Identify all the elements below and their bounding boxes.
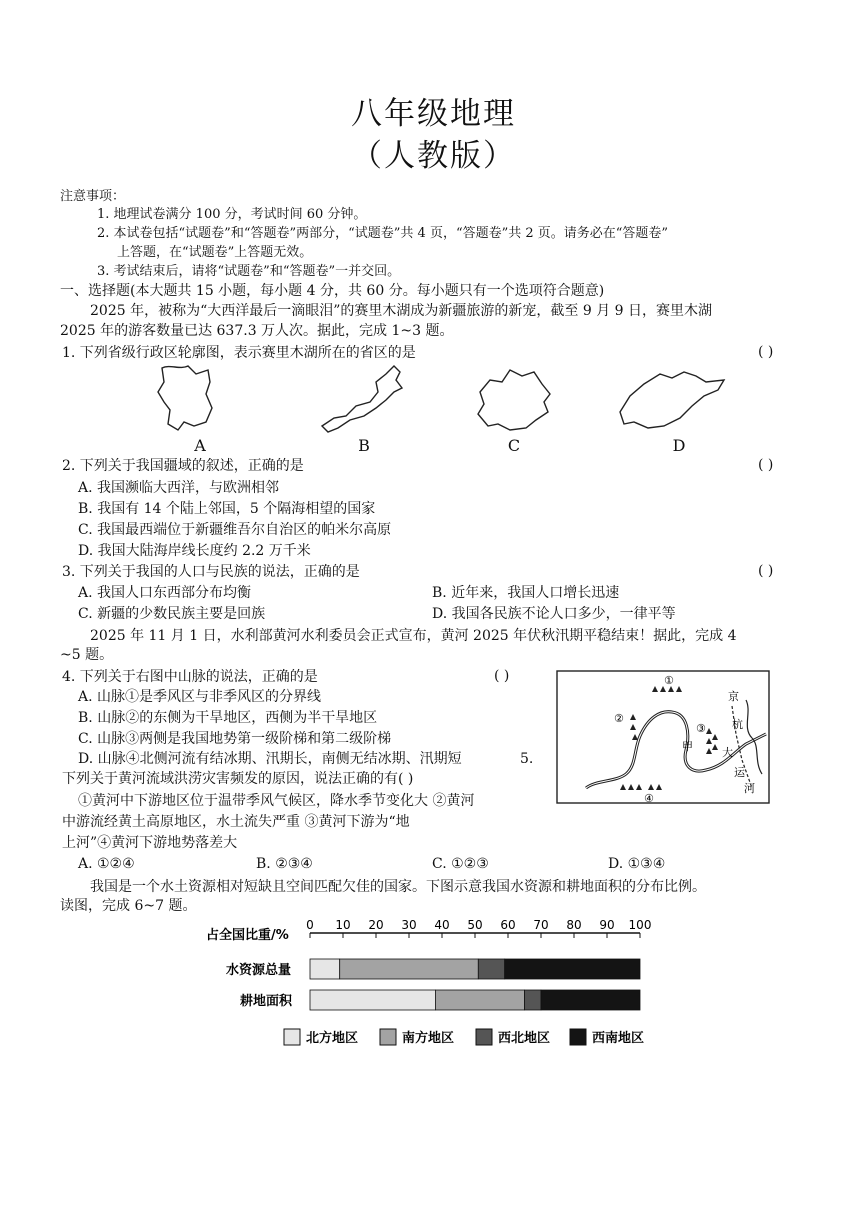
chart-tick-label: 70 — [533, 918, 549, 932]
chart-bar-segment — [525, 990, 542, 1010]
option-d: D. 山脉④北侧河流有结冰期、汛期长，南侧无结冰期、汛期短 — [78, 751, 462, 767]
chart-bar-segment — [310, 990, 435, 1010]
chart-bar-segment — [541, 990, 640, 1010]
map-label-4: ④ — [644, 792, 654, 804]
intro-text: 2025 年的游客数量已达 637.3 万人次。据此，完成 1~3 题。 — [60, 323, 454, 339]
intro-text: 读图，完成 6~7 题。 — [60, 898, 197, 914]
option-c: C. ①②③ — [432, 856, 489, 872]
notice-heading: 注意事项： — [60, 189, 126, 204]
question-5-number: 5. — [520, 751, 534, 767]
option-label-d: D — [672, 436, 686, 455]
statement-line: 中游流经黄土高原地区，水土流失严重 ③黄河下游为“地 — [62, 814, 410, 830]
chart-tick-label: 40 — [434, 918, 450, 932]
chart-legend-swatch — [284, 1029, 300, 1045]
chart-bar-segment — [505, 959, 640, 979]
chart-bar-segment — [340, 959, 479, 979]
chart-category-label: 耕地面积 — [240, 994, 293, 1009]
option-a: A. 我国人口东西部分布均衡 — [78, 585, 252, 601]
chart-legend-label: 西北地区 — [498, 1031, 551, 1046]
question-1-stem: 1. 下列省级行政区轮廓图，表示赛里木湖所在的省区的是 — [62, 345, 416, 361]
map-label-2: ② — [614, 712, 624, 725]
map-label-yun: 运 — [734, 766, 745, 779]
chart-tick-label: 20 — [368, 918, 384, 932]
province-outline-b — [322, 366, 402, 432]
option-c: C. 我国最西端位于新疆维吾尔自治区的帕米尔高原 — [78, 522, 392, 538]
page-title: 八年级地理 — [351, 96, 516, 132]
chart-legend-swatch — [570, 1029, 586, 1045]
option-c: C. 新疆的少数民族主要是回族 — [78, 606, 266, 622]
map-label-jia: 甲 — [682, 740, 693, 753]
chart-axis-label: 占全国比重/% — [206, 928, 289, 943]
notice-item: 2. 本试卷包括“试题卷”和“答题卷”两部分，“试题卷”共 4 页，“答题卷”共 2 页。请务必在“答题卷” — [97, 226, 669, 241]
question-2-stem: 2. 下列关于我国疆域的叙述，正确的是 — [62, 458, 304, 474]
chart-tick-label: 0 — [306, 918, 314, 932]
question-4-stem: 4. 下列关于右图中山脉的说法，正确的是 — [62, 669, 318, 685]
notice-item: 1. 地理试卷满分 100 分，考试时间 60 分钟。 — [97, 207, 367, 222]
chart-legend-swatch — [380, 1029, 396, 1045]
chart-bar-segment — [478, 959, 504, 979]
answer-paren: ( ) — [758, 344, 774, 360]
answer-paren: ( ) — [758, 457, 774, 473]
option-b: B. 我国有 14 个陆上邻国，5 个隔海相望的国家 — [78, 501, 376, 517]
question-5-stem: 下列关于黄河流域洪涝灾害频发的原因，说法正确的有( ) — [62, 771, 414, 787]
answer-paren: ( ) — [758, 563, 774, 579]
chart-tick-label: 50 — [467, 918, 483, 932]
province-outline-d — [620, 372, 724, 428]
yellow-river-map — [556, 670, 770, 804]
stacked-bar-chart — [200, 915, 670, 1055]
chart-bar-segment — [435, 990, 524, 1010]
chart-tick-label: 100 — [628, 918, 652, 932]
chart-legend-label: 南方地区 — [402, 1031, 455, 1046]
option-a: A. 山脉①是季风区与非季风区的分界线 — [78, 689, 322, 705]
province-outline-c — [478, 370, 550, 430]
option-a: A. 我国濒临大西洋，与欧洲相邻 — [78, 480, 280, 496]
section-heading: 一、选择题(本大题共 15 小题，每小题 4 分，共 60 分。每小题只有一个选项符合题意) — [60, 283, 605, 299]
option-label-a: A — [194, 436, 206, 455]
option-label-b: B — [358, 436, 370, 455]
map-label-da: 大 — [722, 746, 733, 759]
province-outlines — [150, 362, 740, 440]
statement-line: ①黄河中下游地区位于温带季风气候区，降水季节变化大 ②黄河 — [78, 793, 475, 809]
map-label-3: ③ — [696, 722, 706, 735]
page-subtitle: （人教版） — [351, 138, 516, 174]
answer-paren: ( ) — [494, 668, 510, 684]
option-d: D. ①③④ — [608, 856, 666, 872]
option-b: B. ②③④ — [256, 856, 313, 872]
chart-tick-label: 80 — [566, 918, 582, 932]
option-d: D. 我国大陆海岸线长度约 2.2 万千米 — [78, 543, 311, 559]
statement-line: 上河”④黄河下游地势落差大 — [62, 835, 238, 851]
map-label-1: ① — [664, 674, 674, 687]
intro-text: 2025 年，被称为“大西洋最后一滴眼泪”的赛里木湖成为新疆旅游的新宠，截至 9 月 9 日，赛里木湖 — [90, 303, 713, 319]
chart-tick-label: 10 — [335, 918, 351, 932]
option-c: C. 山脉③两侧是我国地势第一级阶梯和第二级阶梯 — [78, 731, 392, 747]
option-a: A. ①②④ — [78, 856, 135, 872]
chart-legend-label: 北方地区 — [306, 1031, 359, 1046]
question-3-stem: 3. 下列关于我国的人口与民族的说法，正确的是 — [62, 564, 360, 580]
province-outline-a — [158, 366, 212, 430]
chart-tick-label: 60 — [500, 918, 516, 932]
option-b: B. 山脉②的东侧为干旱地区，西侧为半干旱地区 — [78, 710, 378, 726]
intro-text: ~5 题。 — [60, 647, 114, 663]
chart-legend-label: 西南地区 — [592, 1031, 645, 1046]
chart-category-label: 水资源总量 — [226, 963, 292, 978]
option-label-c: C — [507, 436, 521, 455]
notice-item: 上答题，在“试题卷”上答题无效。 — [117, 245, 313, 260]
chart-bar-segment — [310, 959, 340, 979]
chart-tick-label: 30 — [401, 918, 417, 932]
chart-legend-swatch — [476, 1029, 492, 1045]
option-d: D. 我国各民族不论人口多少，一律平等 — [432, 606, 676, 622]
notice-item: 3. 考试结束后，请将“试题卷”和“答题卷”一并交回。 — [97, 264, 401, 279]
map-label-hang: 杭 — [732, 718, 743, 731]
map-label-jing: 京 — [728, 690, 739, 703]
option-b: B. 近年来，我国人口增长迅速 — [432, 585, 620, 601]
chart-tick-label: 90 — [599, 918, 615, 932]
intro-text: 2025 年 11 月 1 日，水利部黄河水利委员会正式宣布，黄河 2025 年伏秋汛期平稳结束！据此，完成 4 — [90, 628, 737, 644]
intro-text: 我国是一个水土资源相对短缺且空间匹配欠佳的国家。下图示意我国水资源和耕地面积的分布比例。 — [90, 879, 706, 895]
map-label-he: 河 — [744, 782, 755, 795]
